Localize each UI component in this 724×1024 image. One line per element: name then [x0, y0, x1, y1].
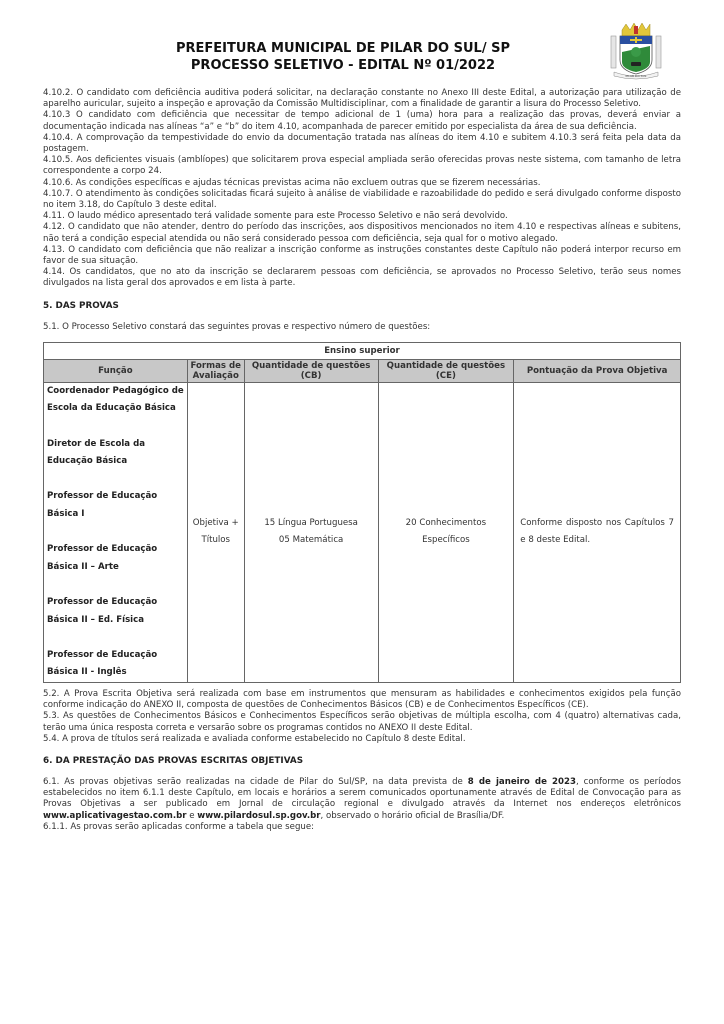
column-header-formas: Formas de Avaliação [187, 359, 244, 382]
ce-line: Específicos [422, 535, 470, 546]
column-header-ce: Quantidade de questões (CE) [378, 359, 514, 382]
paragraph-5-3: 5.3. As questões de Conhecimentos Básicos e Conhecimentos Específicos serão objetivas de múltipla escolha, com 4 (quatro) alternativas cada, terão uma única resposta correta e versarão sobre os programas contidos no ANEXO II deste Edital. [43, 711, 681, 733]
section-4-items [43, 88, 681, 290]
paragraph-5-2: 5.2. A Prova Escrita Objetiva será realizada com base em instrumentos que mensuram as habilidades e conhecimentos exigidos pela função conforme indicação do ANEXO II, composta de questões de Conhecimentos Básicos (CB) e de Conhecimentos Específicos (CE). [43, 688, 681, 711]
formas-line: Objetiva + [192, 517, 239, 528]
paragraph-6-1 [43, 777, 681, 822]
funcao-item: Professor de Educação Básica I [47, 491, 158, 520]
funcao-item: Professor de Educação Básica II – Arte [47, 544, 158, 572]
paragraph-4-13: 4.13. O candidato com deficiência que não realizar a inscrição conforme as instruções constantes deste Capítulo não poderá interpor recurso em favor de sua situação. [43, 244, 681, 267]
paragraph-4-10-5: 4.10.5. Aos deficientes visuais (amblíopes) que solicitarem prova especial ampliada serão oferecidas provas neste sistema, com tamanho de letra correspondente a corpo 24. [43, 155, 681, 177]
paragraph-4-10-4: 4.10.4. A comprovação da tempestividade do envio da documentação tratada nas alíneas do item 4.10 e subitem 4.10.3 será feita pela data da postagem. [43, 132, 681, 155]
column-header-cb: Quantidade de questões (CB) [244, 359, 378, 382]
section-6-title: 6. DA PRESTAÇÃO DAS PROVAS ESCRITAS OBJETIVAS [43, 755, 304, 766]
cb-line: 15 Língua Portuguesa [264, 517, 358, 528]
website-link-aplicativa[interactable]: www.aplicativagestao.com.br [43, 810, 187, 821]
text-span: e [186, 810, 198, 821]
text-span: , conforme os períodos estabelecidos no item 6.1.1 deste Capítulo, em locais e horários a serem comunicados oportunamente através de Edital de Convocação para as Provas Objetivas a ser publicado em Jornal de circulação regional e divulgado através da Internet nos endereços eletrônicos [43, 776, 681, 810]
municipal-crest-icon [608, 22, 664, 80]
ce-line: 20 Conhecimentos [405, 517, 487, 528]
exam-date: 8 de janeiro de 2023 [467, 776, 576, 787]
table-group-header: Ensino superior [44, 342, 681, 359]
column-header-pontuacao: Pontuação da Prova Objetiva [514, 359, 681, 382]
section-5-items [43, 689, 681, 745]
header-title-edital: PROCESSO SELETIVO - EDITAL Nº 01/2022 [190, 58, 496, 73]
funcao-item: Diretor de Escola da Educação Básica [47, 438, 146, 467]
text-span: 6.1. As provas objetivas serão realizadas na cidade de Pilar do Sul/SP, na data prevista de [43, 776, 468, 787]
paragraph-4-14: 4.14. Os candidatos, que no ato da inscrição se declararem pessoas com deficiência, se aprovados no Processo Seletivo, terão seus nomes divulgados na lista geral dos aprovados e em lista à parte. [43, 267, 681, 289]
table-row [44, 382, 681, 682]
pontuacao-cell: Conforme disposto nos Capítulos 7 e 8 deste Edital. [514, 382, 681, 682]
header-title-municipality: PREFEITURA MUNICIPAL DE PILAR DO SUL/ SP [175, 41, 510, 56]
formas-line: Títulos [201, 535, 231, 546]
section-5-title: 5. DAS PROVAS [43, 300, 119, 311]
cb-line: 05 Matemática [278, 535, 344, 546]
provas-table [43, 342, 681, 683]
funcao-item: Professor de Educação Básica II – Ed. Física [47, 596, 158, 625]
column-header-funcao: Função [44, 359, 188, 382]
section-6-items [43, 777, 681, 833]
formas-cell [187, 382, 244, 682]
paragraph-4-10-2: 4.10.2. O candidato com deficiência auditiva poderá solicitar, na declaração constante no Anexo III deste Edital, a autorização para utilização de aparelho auricular, sujeito a inspeção e aprovação da Comissão Multidisciplinar, com a finalidade de garantir a lisura do Processo Seletivo. [43, 88, 681, 110]
ce-cell [378, 382, 514, 682]
paragraph-4-11: 4.11. O laudo médico apresentado terá validade somente para este Processo Seletivo e não será devolvido. [43, 211, 508, 222]
funcao-item: Professor de Educação Básica II - Inglês [47, 649, 158, 678]
header-titles [173, 40, 513, 74]
text-span: , observado o horário oficial de Brasília/DF. [320, 810, 505, 821]
paragraph-5-4: 5.4. A prova de títulos será realizada e avaliada conforme estabelecido no Capítulo 8 deste Edital. [43, 733, 466, 744]
paragraph-4-10-6: 4.10.6. As condições específicas e ajudas técnicas previstas acima não excluem outras que se fizerem necessárias. [43, 177, 541, 188]
paragraph-5-1: 5.1. O Processo Seletivo constará das seguintes provas e respectivo número de questões: [43, 321, 431, 332]
document-page [43, 0, 681, 833]
svg-text:PILAR DO SUL: PILAR DO SUL [625, 74, 647, 78]
funcao-item: Coordenador Pedagógico de Escola da Educação Básica [47, 385, 184, 414]
paragraph-4-10-3: 4.10.3 O candidato com deficiência que necessitar de tempo adicional de 1 (uma) hora para a realização das provas, deverá enviar a documentação indicada nas alíneas “a” e “b” do item 4.10, acompanhada de parecer emitido por especialista da área de sua deficiência. [43, 110, 681, 132]
funcao-cell [44, 382, 188, 682]
paragraph-6-1-1: 6.1.1. As provas serão aplicadas conforme a tabela que segue: [43, 821, 315, 832]
website-link-pilardosul[interactable]: www.pilardosul.sp.gov.br [197, 810, 321, 821]
document-header [43, 0, 681, 88]
cb-cell [244, 382, 378, 682]
paragraph-4-12: 4.12. O candidato que não atender, dentro do período das inscrições, aos dispositivos mencionados no item 4.10 e respectivas alíneas e subitens, não terá a condição especial atendida ou não será considerado pessoa com deficiência, seja qual for o motivo alegado. [43, 222, 681, 244]
paragraph-4-10-7: 4.10.7. O atendimento às condições solicitadas ficará sujeito à análise de viabilidade e razoabilidade do pedido e será divulgado conforme disposto no item 3.18, do Capítulo 3 deste edital. [43, 188, 681, 211]
